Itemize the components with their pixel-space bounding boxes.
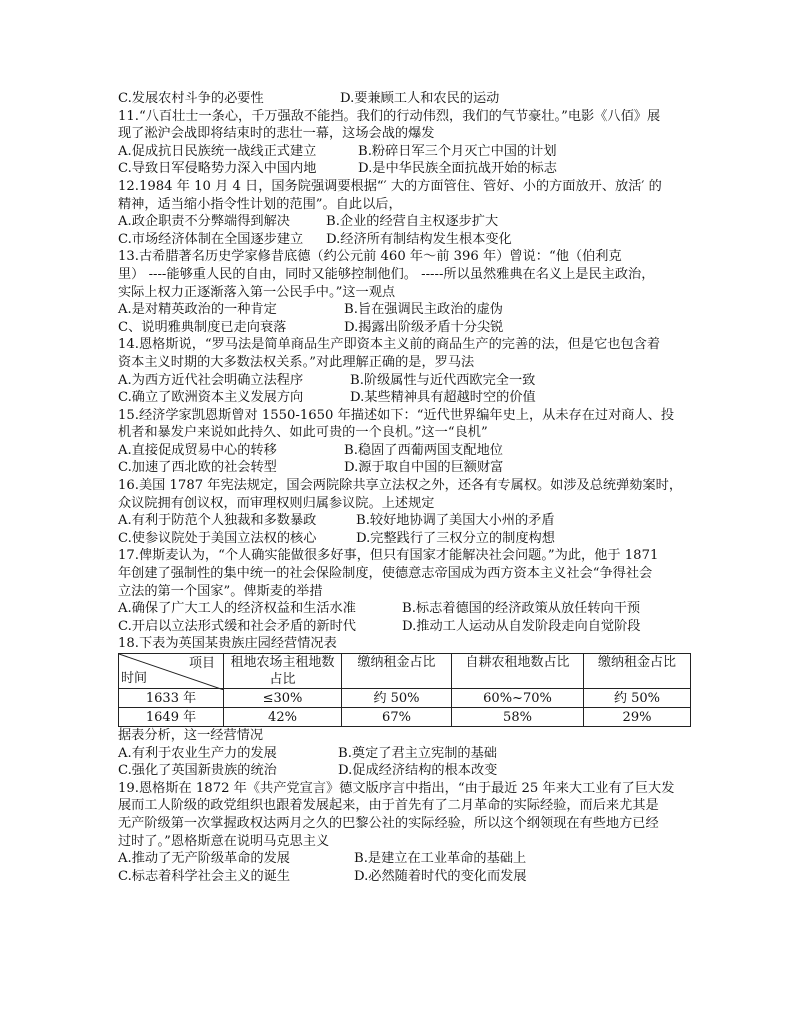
- q17-option-d[interactable]: D.推动工人运动从自发阶段走向自觉阶段: [402, 618, 641, 634]
- exam-page: [118, 90, 690, 885]
- q19-stem-line-3: 无产阶级第一次掌握政权达两月之久的巴黎公社的实际经验，所以这个纲领现在有些地方已经: [118, 815, 659, 831]
- q14-stem-line-1: 14.恩格斯说，“罗马法是简单商品生产即资本主义前的商品生产的完善的法，但是它也包含着: [118, 337, 661, 353]
- q13-option-d[interactable]: D.揭露出阶级矛盾十分尖锐: [344, 319, 504, 335]
- q12-option-a[interactable]: A.政企职责不分弊端得到解决: [118, 214, 290, 230]
- q19-stem-line-4: 过时了。”恩格斯意在说明马克思主义: [118, 833, 330, 849]
- q14-stem-line-2: 资本主义时期的大多数法权关系。”对此理解正确的是，罗马法: [118, 354, 475, 370]
- q13-option-b[interactable]: B.旨在强调民主政治的虚伪: [344, 302, 503, 318]
- q16-option-b[interactable]: B.较好地协调了美国大小州的矛盾: [356, 513, 555, 529]
- q14-options-row-1: [118, 372, 690, 390]
- q16-option-a[interactable]: A.有利于防范个人独裁和多数暴政: [118, 513, 317, 529]
- q13-options-row-2: [118, 319, 690, 337]
- table-row: [119, 708, 691, 727]
- q17-options-row-2: [118, 618, 690, 636]
- estate-table: [118, 653, 691, 727]
- q15-stem-line-2: 机者和暴发户来说如此持久、如此可贵的一个良机。”这一“良机”: [118, 425, 488, 441]
- q18-options-row-1: [118, 745, 690, 763]
- q19-options-row-1: [118, 850, 690, 868]
- table-cell: 约 50%: [342, 689, 452, 708]
- q19-stem-line-2: 展而工人阶级的政党组织也跟着发展起来，由于首先有了二月革命的实际经验，而后来尤其是: [118, 798, 659, 814]
- q16-stem-line-2: 众议院拥有创议权，而审理权则归属参议院。上述规定: [118, 495, 435, 511]
- table-cell: 约 50%: [584, 689, 691, 708]
- q11-option-a[interactable]: A.促成抗日民族统一战线正式建立: [118, 143, 317, 159]
- q16-options-row-1: [118, 512, 690, 530]
- q15-option-d[interactable]: D.源于取自中国的巨额财富: [344, 460, 504, 476]
- table-header-cell: 缴纳租金占比: [342, 654, 452, 689]
- table-cell: ≤30%: [224, 689, 342, 708]
- q12-options-row-2: [118, 231, 690, 249]
- q19-option-b[interactable]: B.是建立在工业革命的基础上: [354, 851, 527, 867]
- table-header-row: [119, 654, 691, 689]
- q13-stem-line-2: 里） ----能够重人民的自由，同时又能够控制他们。 -----所以虽然雅典在名义上是民主政治，: [118, 266, 655, 282]
- table-cell: 29%: [584, 708, 691, 727]
- q13-option-a[interactable]: A.是对精英政治的一种肯定: [118, 302, 277, 318]
- q13-option-c[interactable]: C、说明雅典制度已走向衰落: [118, 319, 287, 335]
- q18-option-a[interactable]: A.有利于农业生产力的发展: [118, 745, 277, 761]
- q17-stem-line-1: 17.俾斯麦认为，“个人确实能做很多好事，但只有国家才能解决社会问题。”为此，他于 1871: [118, 548, 659, 564]
- q17-stem-line-3: 立法的第一个国家”。俾斯麦的举措: [118, 583, 323, 599]
- q12-option-b[interactable]: B.企业的经营自主权逐步扩大: [326, 214, 499, 230]
- q15-option-a[interactable]: A.直接促成贸易中心的转移: [118, 442, 277, 458]
- q16-option-c[interactable]: C.使参议院处于美国立法权的核心: [118, 530, 317, 546]
- q10-option-d[interactable]: D.要兼顾工人和农民的运动: [340, 91, 500, 106]
- q18-option-d[interactable]: D.促成经济结构的根本改变: [338, 763, 498, 779]
- q14-option-b[interactable]: B.阶级属性与近代西欧完全一致: [350, 372, 536, 388]
- q15-options-row-1: [118, 442, 690, 460]
- table-header-cell: 缴纳租金占比: [584, 654, 691, 689]
- q15-stem-line-1: 15.经济学家凯恩斯曾对 1550-1650 年描述如下：“近代世界编年史上，从未存在过对商人、投: [118, 407, 675, 423]
- q16-options-row-2: [118, 530, 690, 548]
- q16-stem-line-1: 16.美国 1787 年宪法规定，国会两院除共享立法权之外，还各有专属权。如涉及总统弹劾案时，: [118, 478, 683, 494]
- q15-option-c[interactable]: C.加速了西北欧的社会转型: [118, 460, 277, 476]
- q11-option-c[interactable]: C.导致日军侵略势力深入中国内地: [118, 161, 317, 177]
- q19-stem-line-1: 19.恩格斯在 1872 年《共产党宣言》德文版序言中指出，“由于最近 25 年来大工业有了巨大发: [118, 780, 675, 796]
- table-cell: 58%: [452, 708, 584, 727]
- q11-options-row-1: [118, 143, 690, 161]
- corner-item-label: 项目: [188, 656, 215, 671]
- table-corner-cell: [119, 654, 224, 689]
- q11-stem-line-1: 11.“八百壮士一条心，千万强敌不能挡。我们的行动伟烈，我们的气节豪壮。”电影《八佰》展: [118, 108, 661, 124]
- q15-options-row-2: [118, 459, 690, 477]
- q12-stem-line-1: 12.1984 年 10 月 4 日，国务院强调要根据“′ 大的方面管住、管好、小的方面放开、放活′ 的: [118, 178, 662, 194]
- q10-option-c[interactable]: C.发展农村斗争的必要性: [118, 91, 264, 106]
- q19-option-d[interactable]: D.必然随着时代的变化而发展: [354, 868, 527, 884]
- q14-option-a[interactable]: A.为西方近代社会明确立法程序: [118, 372, 304, 388]
- q19-options-row-2: [118, 868, 690, 886]
- table-row: [119, 689, 691, 708]
- table-cell: 42%: [224, 708, 342, 727]
- q15-option-b[interactable]: B.稳固了西葡两国支配地位: [344, 442, 503, 458]
- q17-options-row-1: [118, 600, 690, 618]
- q18-option-c[interactable]: C.强化了英国新贵族的统治: [118, 763, 277, 779]
- q13-stem-line-1: 13.古希腊著名历史学家修昔底德（约公元前 460 年～前 396 年）曾说：“他（伯利克: [118, 249, 622, 265]
- q14-option-d[interactable]: D.某些精神具有超越时空的价值: [350, 390, 536, 406]
- q14-option-c[interactable]: C.确立了欧洲资本主义发展方向: [118, 390, 304, 406]
- q11-options-row-2: [118, 160, 690, 178]
- q16-option-d[interactable]: D.完整践行了三权分立的制度构想: [356, 530, 555, 546]
- table-cell: 67%: [342, 708, 452, 727]
- q12-option-d[interactable]: D.经济所有制结构发生根本变化: [326, 231, 512, 247]
- table-header-cell: 自耕农租地数占比: [452, 654, 584, 689]
- q10-options-row: [118, 90, 690, 108]
- q12-stem-line-2: 精神，适当缩小指令性计划的范围”。自此以后，: [118, 196, 402, 212]
- q11-option-b[interactable]: B.粉碎日军三个月灭亡中国的计划: [358, 143, 557, 159]
- q12-option-c[interactable]: C.市场经济体制在全国逐步建立: [118, 231, 304, 247]
- q17-option-b[interactable]: B.标志着德国的经济政策从放任转向干预: [402, 601, 641, 617]
- q13-options-row-1: [118, 301, 690, 319]
- q12-options-row-1: [118, 213, 690, 231]
- table-year-cell: 1649 年: [119, 708, 224, 727]
- q18-option-b[interactable]: B.奠定了君主立宪制的基础: [338, 745, 497, 761]
- q17-option-a[interactable]: A.确保了广大工人的经济权益和生活水准: [118, 601, 356, 617]
- q11-stem-line-2: 现了淞沪会战即将结束时的悲壮一幕，这场会战的爆发: [118, 126, 435, 142]
- q11-option-d[interactable]: D.是中华民族全面抗战开始的标志: [358, 161, 557, 177]
- q18-intro: 18.下表为英国某贵族庄园经营情况表: [118, 636, 337, 652]
- q19-option-c[interactable]: C.标志着科学社会主义的诞生: [118, 868, 291, 884]
- table-year-cell: 1633 年: [119, 689, 224, 708]
- table-header-cell: 租地农场主租地数占比: [224, 654, 342, 689]
- q14-options-row-2: [118, 389, 690, 407]
- q18-after-table: 据表分析，这一经营情况: [118, 728, 264, 743]
- table-cell: 60%~70%: [452, 689, 584, 708]
- q17-stem-line-2: 年创建了强制性的集中统一的社会保险制度，使德意志帝国成为西方资本主义社会“争得社会: [118, 566, 653, 582]
- q13-stem-line-3: 实际上权力正逐渐落入第一公民手中。”这一观点: [118, 284, 396, 300]
- corner-time-label: 时间: [121, 671, 148, 686]
- q18-options-row-2: [118, 762, 690, 780]
- q19-option-a[interactable]: A.推动了无产阶级革命的发展: [118, 851, 290, 867]
- q17-option-c[interactable]: C.开启以立法形式缓和社会矛盾的新时代: [118, 618, 356, 634]
